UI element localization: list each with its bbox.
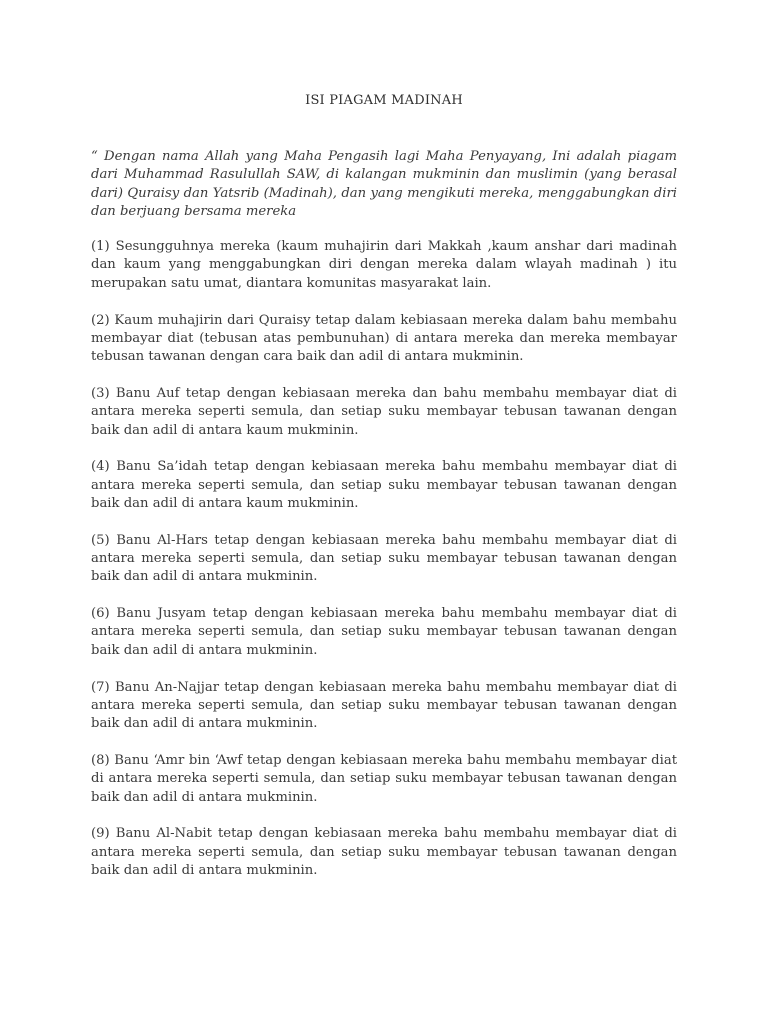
intro-paragraph: “ Dengan nama Allah yang Maha Pengasih lagi Maha Penyayang, Ini adalah piagam dari Muhammad Rasulullah SAW, di kalangan mukminin dan muslimin (yang berasal dari) Quraisy dan Yatsrib (Madinah), dan yang mengikuti mereka, menggabungkan diri dan berjuang bersama mereka	[91, 149, 677, 219]
document-body	[91, 148, 677, 899]
article-paragraph-8: (8) Banu ‘Amr bin ‘Awf tetap dengan kebiasaan mereka bahu membahu membayar diat di antara mereka seperti semula, dan setiap suku membayar tebusan tawanan dengan baik dan adil di antara mukminin.	[91, 752, 677, 805]
article-paragraph-2: (2) Kaum muhajirin dari Quraisy tetap dalam kebiasaan mereka dalam bahu membahu membayar diat (tebusan atas pembunuhan) di antara mereka dan mereka membayar tebusan tawanan dengan cara baik dan adil di antara mukminin.	[91, 312, 677, 365]
article-paragraph-9: (9) Banu Al-Nabit tetap dengan kebiasaan mereka bahu membahu membayar diat di antara mereka seperti semula, dan setiap suku membayar tebusan tawanan dengan baik dan adil di antara mukminin.	[91, 826, 677, 878]
article-paragraph-5: (5) Banu Al-Hars tetap dengan kebiasaan mereka bahu membahu membayar diat di antara mereka seperti semula, dan setiap suku membayar tebusan tawanan dengan baik dan adil di antara mukminin.	[91, 532, 677, 585]
article-paragraph-6: (6) Banu Jusyam tetap dengan kebiasaan mereka bahu membahu membayar diat di antara mereka seperti semula, dan setiap suku membayar tebusan tawanan dengan baik dan adil di antara mukminin.	[91, 606, 677, 658]
article-paragraph-4: (4) Banu Sa’idah tetap dengan kebiasaan mereka bahu membahu membayar diat di antara mereka seperti semula, dan setiap suku membayar tebusan tawanan dengan baik dan adil di antara kaum mukminin.	[91, 459, 677, 511]
document-title: ISI PIAGAM MADINAH	[305, 93, 463, 108]
article-paragraph-1: (1) Sesungguhnya mereka (kaum muhajirin dari Makkah ,kaum anshar dari madinah dan kaum yang menggabungkan diri dengan mereka dalam wlayah madinah ) itu merupakan satu umat, diantara komunitas masyarakat lain.	[91, 239, 677, 291]
article-paragraph-3: (3) Banu Auf tetap dengan kebiasaan mereka dan bahu membahu membayar diat di antara mereka seperti semula, dan setiap suku membayar tebusan tawanan dengan baik dan adil di antara kaum mukminin.	[91, 385, 677, 438]
article-paragraph-7: (7) Banu An-Najjar tetap dengan kebiasaan mereka bahu membahu membayar diat di antara mereka seperti semula, dan setiap suku membayar tebusan tawanan dengan baik dan adil di antara mukminin.	[91, 679, 677, 732]
